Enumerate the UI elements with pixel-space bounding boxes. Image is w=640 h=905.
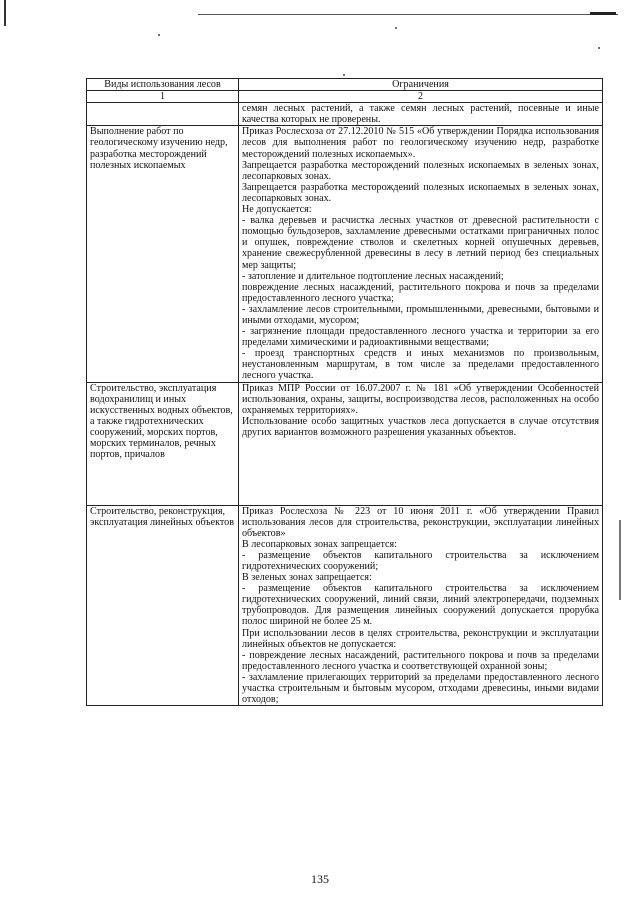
scan-artifact-line: [198, 14, 618, 15]
page-number: 135: [311, 872, 329, 886]
row-restrictions-cell: [239, 126, 603, 382]
restriction-paragraph: В зеленых зонах запрещается:: [242, 572, 372, 584]
restriction-paragraph: - проезд транспортных средств и иных механизмов по произвольным, неустановленным маршрутам, в том числе за пределами предоставленного лесного участка.: [242, 348, 599, 382]
row-restrictions-cell: [239, 103, 603, 126]
restriction-paragraph: Использование особо защитных участков леса допускается в случае отсутствия других вариантов возможного разрешения указанных объектов.: [242, 415, 599, 438]
table-row: [87, 103, 603, 126]
scan-artifact-dot: [343, 74, 345, 76]
table-row: [87, 126, 603, 382]
scan-artifact-edge: [4, 0, 6, 26]
restriction-paragraph: В лесопарковых зонах запрещается:: [242, 538, 397, 550]
table-header-row: [87, 79, 603, 91]
restriction-paragraph: - размещение объектов капитального строительства за исключением гидротехнических сооружений;: [242, 549, 599, 572]
restriction-paragraph: Приказ Рослесхоза № 223 от 10 июня 2011 г. «Об утверждении Правил использования лесов для строительства, реконструкции, эксплуатации линейных объектов»: [242, 505, 599, 539]
scan-artifact-mark: [590, 12, 616, 15]
column-header-restrictions: Ограничения: [239, 79, 603, 91]
restriction-paragraph: - затопление и длительное подтопление лесных насаждений;: [242, 270, 504, 282]
scan-artifact-edge-right: [619, 520, 621, 600]
table-row: [87, 382, 603, 505]
column-number-row: [87, 91, 603, 103]
restriction-paragraph: - повреждение лесных насаждений, растительного покрова и почв за пределами предоставленного лесного участка и соответствующей охранной зоны;: [242, 649, 599, 672]
restriction-paragraph: - загрязнение площади предоставленного лесного участка и территории за его пределами химическими и радиоактивными веществами;: [242, 326, 599, 349]
restriction-paragraph: повреждение лесных насаждений, растительного покрова и почв за пределами предоставленного лесного участка;: [242, 281, 599, 304]
column-header-kind: Виды использования лесов: [87, 79, 239, 91]
scan-artifact-dot: [158, 34, 160, 36]
scan-artifact-dot: [598, 47, 600, 49]
column-number-1: 1: [87, 91, 239, 103]
restriction-paragraph: Приказ МПР России от 16.07.2007 г. № 181 «Об утверждении Особенностей использования, охраны, защиты, воспроизводства лесов, расположенных на особо охраняемых территориях».: [242, 382, 599, 416]
column-number-2: 2: [239, 91, 603, 103]
restriction-paragraph: При использовании лесов в целях строительства, реконструкции и эксплуатации линейных объектов не допускается:: [242, 627, 599, 650]
restriction-paragraph: Запрещается разработка месторождений полезных ископаемых в зеленых зонах, лесопарковых зонах.: [242, 181, 599, 204]
row-kind-cell: Строительство, реконструкция, эксплуатация линейных объектов: [87, 505, 239, 706]
scan-artifact-dot: [395, 27, 397, 29]
row-kind-cell: Выполнение работ по геологическому изучению недр, разработка месторождений полезных ископаемых: [87, 126, 239, 382]
row-restrictions-cell: [239, 382, 603, 505]
row-kind-cell: [87, 103, 239, 126]
restrictions-table: [86, 78, 603, 706]
restriction-paragraph: семян лесных растений, а также семян лесных растений, посевные и иные качества которых не проверены.: [242, 103, 599, 126]
restriction-paragraph: - захламление прилегающих территорий за пределами предоставленного лесного участка строительным и бытовым мусором, отходами древесины, иными видами отходов;: [242, 671, 599, 706]
restriction-paragraph: - валка деревьев и расчистка лесных участков от древесной растительности с помощью бульдозеров, захламление древесными остатками приграничных полос и опушек, повреждение стволов и скелетных корней опушечных деревьев, хранение свежесрубленной древесины в лесу в летний период без специальных мер защиты;: [242, 215, 599, 271]
restriction-paragraph: - размещение объектов капитального строительства за исключением гидротехнических сооружений, линий связи, линий электропередачи, подземных трубопроводов. Для размещения линейных сооружений допускается прорубка полос шириной не более 25 м.: [242, 583, 599, 628]
restriction-paragraph: - захламление лесов строительными, промышленными, древесными, бытовыми и иными отходами, мусором;: [242, 303, 599, 326]
row-restrictions-cell: [239, 505, 603, 706]
row-kind-cell: Строительство, эксплуатация водохранилищ и иных искусственных водных объектов, а также гидротехнических сооружений, морских портов, морских терминалов, речных портов, причалов: [87, 382, 239, 505]
restriction-paragraph: Приказ Рослесхоза от 27.12.2010 № 515 «Об утверждении Порядка использования лесов для выполнения работ по геологическому изучению недр, разработке месторождений полезных ископаемых».: [242, 126, 599, 160]
restriction-paragraph: Запрещается разработка месторождений полезных ископаемых в зеленых зонах, лесопарковых зонах.: [242, 159, 599, 182]
table-row: [87, 505, 603, 706]
restriction-paragraph: Не допускается:: [242, 204, 312, 216]
